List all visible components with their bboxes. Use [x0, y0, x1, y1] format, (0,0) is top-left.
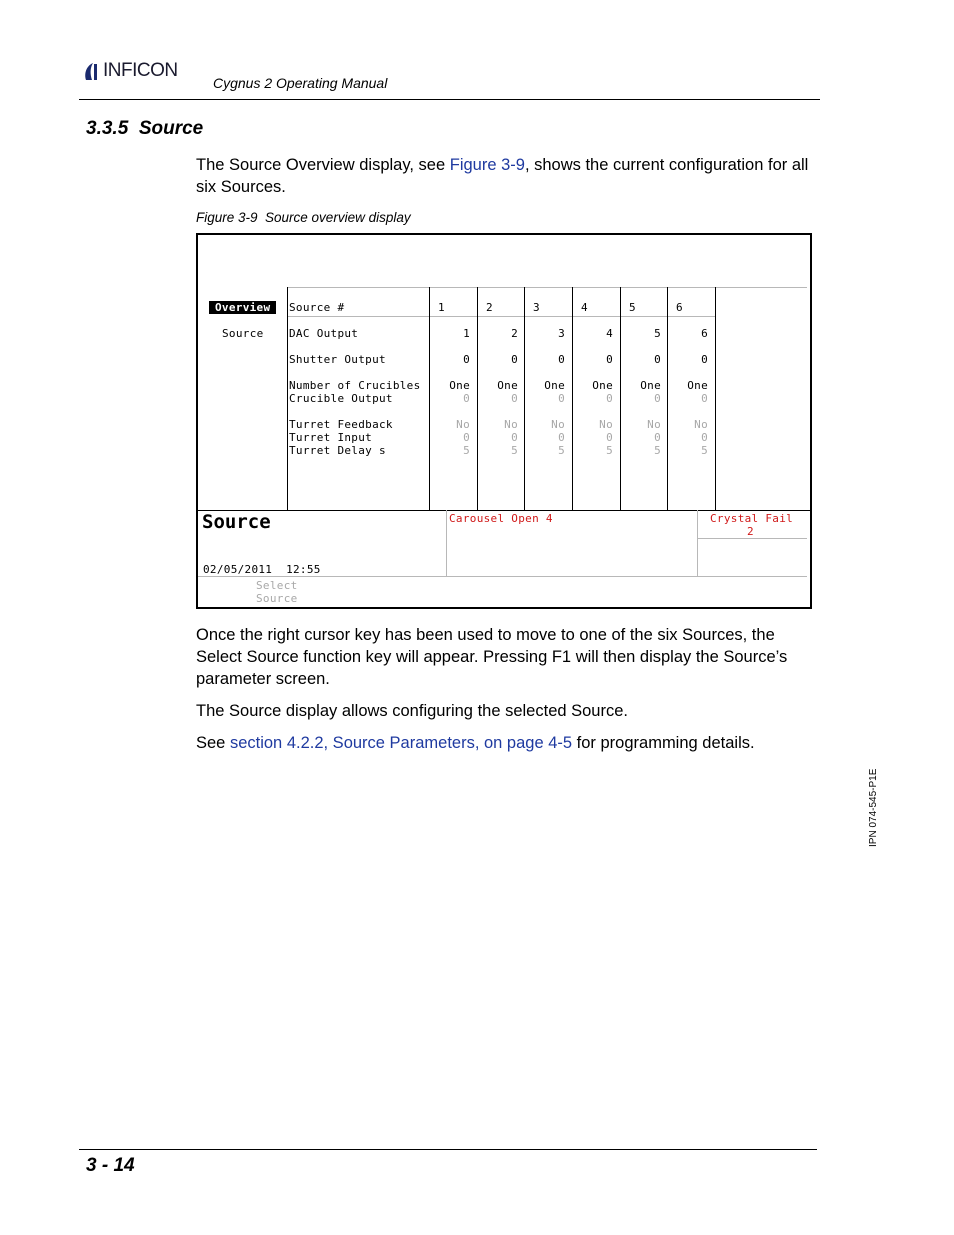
grid-line-col-end: [715, 287, 716, 511]
source-4-feedback: No: [599, 418, 613, 431]
inficon-logo: [81, 60, 178, 82]
label-source-number: Source #: [289, 301, 345, 314]
reference-paragraph: [196, 732, 816, 754]
grid-line-col3: [524, 287, 525, 511]
source-1-crucible-output: 0: [463, 392, 470, 405]
source-6-input: 0: [701, 431, 708, 444]
source-1-shutter: 0: [463, 353, 470, 366]
softkey-select-source-line2[interactable]: Source: [256, 592, 298, 605]
source-2-delay: 5: [511, 444, 518, 457]
source-4-crucible-output: 0: [606, 392, 613, 405]
source-2-number[interactable]: 2: [486, 301, 493, 314]
intro-text-pre: The Source Overview display, see: [196, 156, 450, 174]
source-overview-screen: [196, 233, 812, 609]
label-crucible-output: Crucible Output: [289, 392, 393, 405]
source-3-feedback: No: [551, 418, 565, 431]
tab-overview[interactable]: Overview: [209, 301, 276, 314]
configure-paragraph: The Source display allows configuring the selected Source.: [196, 702, 628, 720]
source-6-delay: 5: [701, 444, 708, 457]
source-3-crucibles: One: [544, 379, 565, 392]
datetime: 02/05/2011 12:55: [203, 563, 321, 576]
label-shutter-output: Shutter Output: [289, 353, 386, 366]
label-turret-input: Turret Input: [289, 431, 373, 444]
figure-caption: Figure 3-9 Source overview display: [196, 210, 411, 225]
alarm-crystal-fail: Crystal Fail: [710, 512, 794, 525]
intro-paragraph: [196, 154, 816, 198]
source-3-crucible-output: 0: [558, 392, 565, 405]
logo-text: INFICON: [103, 60, 178, 81]
softkey-divider: [198, 576, 807, 577]
source-4-crucibles: One: [592, 379, 613, 392]
grid-line-col1: [429, 287, 430, 511]
label-turret-delay: Turret Delay s: [289, 444, 386, 457]
source-1-input: 0: [463, 431, 470, 444]
ipn-note: IPN 074-545-P1E: [868, 768, 879, 847]
source-6-crucible-output: 0: [701, 392, 708, 405]
grid-line-col2: [477, 287, 478, 511]
source-3-number[interactable]: 3: [533, 301, 540, 314]
footer-rule: [79, 1149, 817, 1150]
label-turret-feedback: Turret Feedback: [289, 418, 393, 431]
source-4-delay: 5: [606, 444, 613, 457]
grid-line-header: [287, 316, 715, 317]
source-6-shutter: 0: [701, 353, 708, 366]
grid-line-col6: [667, 287, 668, 511]
source-3-shutter: 0: [558, 353, 565, 366]
label-dac-output: DAC Output: [289, 327, 359, 340]
source-2-dac: 2: [511, 327, 518, 340]
source-5-crucibles: One: [640, 379, 661, 392]
source-6-number[interactable]: 6: [676, 301, 683, 314]
cursor-paragraph: Once the right cursor key has been used to move to one of the six Sources, the Select Source function key will appear. Pressing F1 will then display the Source’s parameter screen.: [196, 626, 788, 688]
source-2-shutter: 0: [511, 353, 518, 366]
source-2-feedback: No: [504, 418, 518, 431]
alarm-crystal-fail-number: 2: [747, 525, 754, 538]
grid-line-col5: [620, 287, 621, 511]
source-4-input: 0: [606, 431, 613, 444]
source-5-number[interactable]: 5: [629, 301, 636, 314]
section-heading: 3.3.5 Source: [86, 118, 204, 139]
source-2-crucible-output: 0: [511, 392, 518, 405]
grid-line-col4: [572, 287, 573, 511]
source-6-dac: 6: [701, 327, 708, 340]
grid-line-label-col: [287, 287, 288, 511]
source-5-feedback: No: [647, 418, 661, 431]
status-divider: [198, 510, 810, 511]
alarm-right-underline: [698, 538, 807, 539]
source-3-delay: 5: [558, 444, 565, 457]
source-1-feedback: No: [456, 418, 470, 431]
figure-link[interactable]: Figure 3-9: [449, 156, 525, 174]
softkey-select-source-line1[interactable]: Select: [256, 579, 298, 592]
source-5-dac: 5: [654, 327, 661, 340]
grid-line-top: [287, 287, 807, 288]
source-5-shutter: 0: [654, 353, 661, 366]
source-1-crucibles: One: [449, 379, 470, 392]
source-2-crucibles: One: [497, 379, 518, 392]
source-3-dac: 3: [558, 327, 565, 340]
source-5-crucible-output: 0: [654, 392, 661, 405]
source-6-feedback: No: [694, 418, 708, 431]
inficon-logo-mark-icon: [81, 60, 103, 82]
source-4-shutter: 0: [606, 353, 613, 366]
source-2-input: 0: [511, 431, 518, 444]
label-number-of-crucibles: Number of Crucibles: [289, 379, 421, 392]
source-1-number[interactable]: 1: [438, 301, 445, 314]
source-4-dac: 4: [606, 327, 613, 340]
intro-text-post: , shows the current configuration for all six Sources.: [196, 156, 809, 196]
tab-source[interactable]: Source: [222, 327, 264, 340]
source-4-number[interactable]: 4: [581, 301, 588, 314]
reference-text-pre: See: [196, 734, 230, 752]
document-title: Cygnus 2 Operating Manual: [213, 75, 388, 91]
source-1-delay: 5: [463, 444, 470, 457]
source-3-input: 0: [558, 431, 565, 444]
source-6-crucibles: One: [687, 379, 708, 392]
source-5-input: 0: [654, 431, 661, 444]
section-link[interactable]: section 4.2.2, Source Parameters, on page 4-5: [229, 734, 573, 752]
alarm-carousel-open: Carousel Open 4: [449, 512, 553, 525]
status-vline-left: [446, 510, 447, 576]
status-title: Source: [202, 511, 271, 533]
status-vline-right: [697, 510, 698, 576]
reference-text-post: for programming details.: [572, 734, 755, 752]
source-5-delay: 5: [654, 444, 661, 457]
source-1-dac: 1: [463, 327, 470, 340]
header-rule: [79, 99, 820, 100]
page-number: 3 - 14: [86, 1155, 135, 1176]
